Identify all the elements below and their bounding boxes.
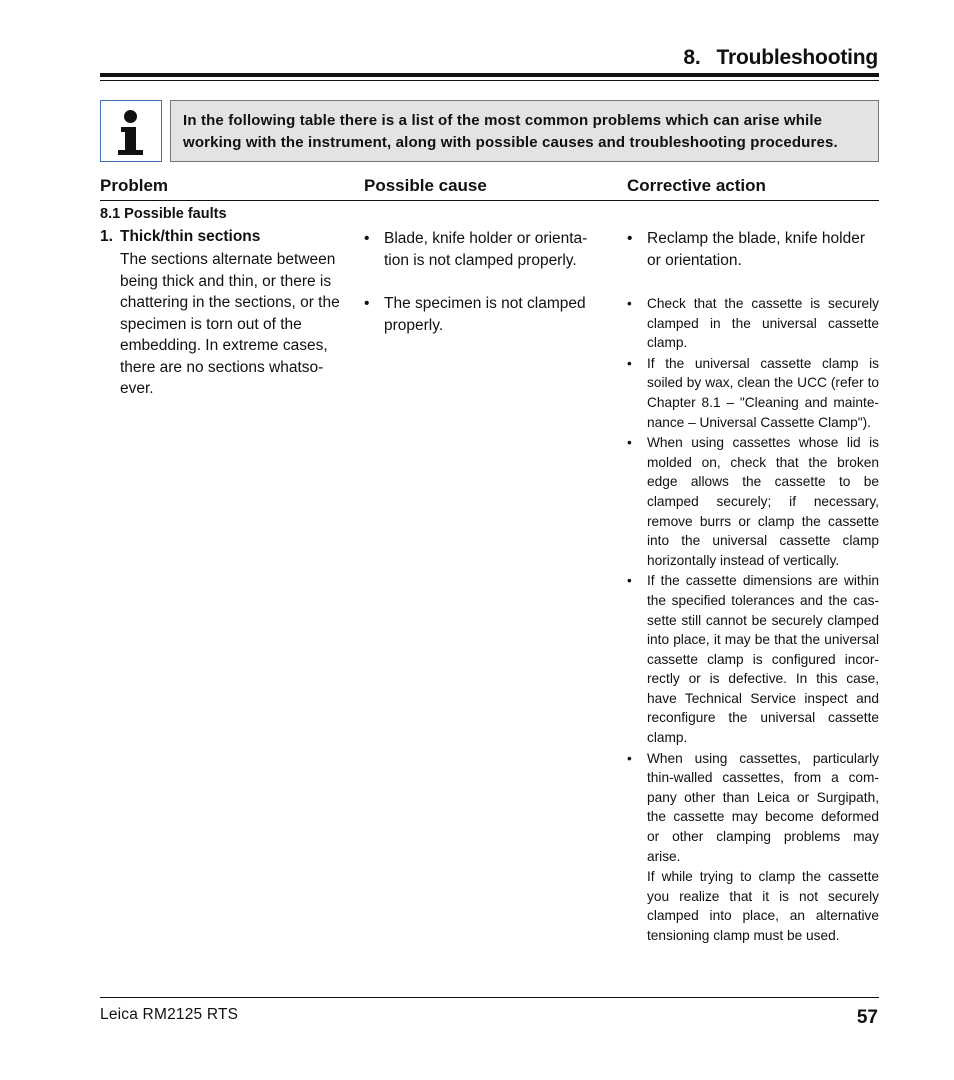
chapter-number: 8. [683,46,701,69]
header-rule-thin [100,80,879,81]
action-item [627,433,879,570]
action-text: Check that the cassette is securely clamped in the universal cassette clamp. [647,296,879,351]
footer-product: Leica RM2125 RTS [100,1006,239,1023]
chapter-title-text: Troubleshooting [716,46,878,69]
page-number: 57 [856,1007,878,1028]
problem-number: 1. [100,228,113,245]
table-header-rule [100,200,879,201]
bullet: • [627,573,632,589]
action-text: If the cassette dimensions are within the specified tolerances and the cas-sette still cannot be securely clamped into place, it may be that the universal cassette clamp is configured incor-rectly or is defective. In this case, have Technical Service inspect and reconfigure the universal cassette clamp. [647,573,879,746]
header-rule-thick [100,73,879,77]
info-note [170,100,879,162]
cause-item [364,228,604,272]
column-header-action: Corrective action [627,176,766,195]
action-text: Reclamp the blade, knife holder or orientation. [647,230,865,269]
problem-title [100,228,260,246]
action-text: When using cassettes, particularly thin-walled cassettes, from a com-pany other than Leica or Surgipath, the cassette may become deformed or other clamping problems may arise. [647,750,879,864]
info-icon [100,100,162,162]
problem-description: The sections alternate between being thick and thin, or there is chattering in the sections, or the specimen is torn out of the embedding. In extreme cases, there are no sections whatso-ever. [120,251,340,397]
cause-text: The specimen is not clamped properly. [384,295,586,334]
bullet: • [627,435,632,451]
action-item [627,354,879,432]
bullet: • [627,355,632,371]
action-item [627,749,879,867]
cause-text: Blade, knife holder or orienta-tion is not clamped properly. [384,230,588,269]
cause-item [364,293,604,337]
action-item [627,294,879,353]
column-header-problem: Problem [100,176,169,195]
action-item-primary [627,228,879,271]
action-text: When using cassettes whose lid is molded on, check that the broken edge allows the cassette to be clamped securely; if necessary, remove burrs or clamp the cassette into the universal cassette clamp horizontally instead of vertically. [647,435,879,568]
bullet: • [627,750,632,766]
section-label: 8.1 Possible faults [100,206,227,222]
bullet: • [627,296,632,311]
chapter-title [683,46,878,70]
action-followup [627,867,879,945]
action-text: If the universal cassette clamp is soiled by wax, clean the UCC (refer to Chapter 8.1 – "Cleaning and mainte-nance – Universal Cassette Clamp"). [647,355,879,430]
footer-rule [100,997,879,998]
action-item [627,571,879,747]
bullet: • [627,230,633,247]
problem-title-text: Thick/thin sections [120,228,261,245]
column-header-cause: Possible cause [364,176,487,195]
action-followup-text: If while trying to clamp the cassette you realize that it is not securely clamped into place, an alternative tensioning clamp must be used. [647,869,879,943]
action-list [627,294,879,947]
bullet: • [364,230,370,247]
info-note-text: In the following table there is a list of the most common problems which can arise while working with the instrument, along with possible causes and troubleshooting procedures. [183,112,838,151]
bullet: • [364,295,370,312]
